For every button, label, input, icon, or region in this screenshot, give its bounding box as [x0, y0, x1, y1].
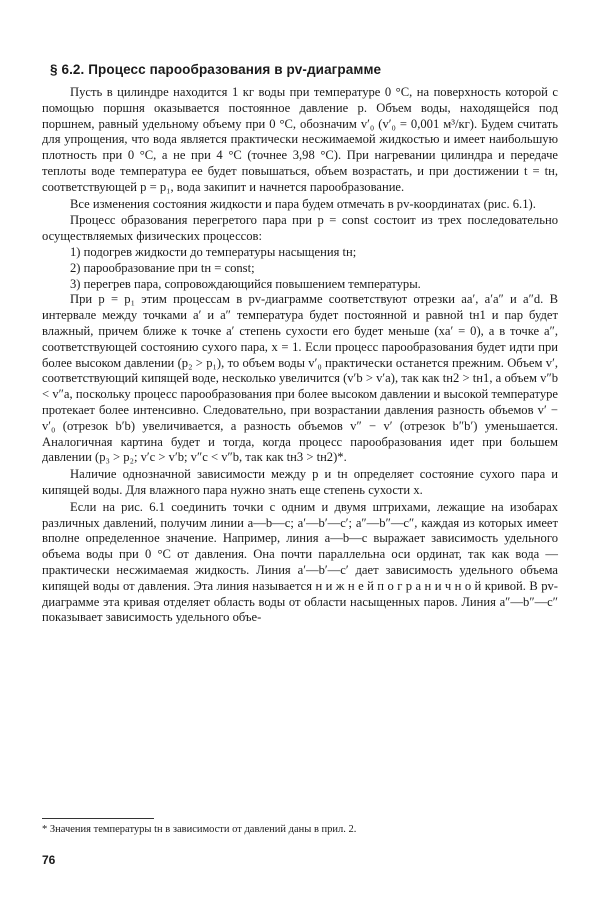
footnote-divider	[42, 818, 154, 819]
list-item: 2) парообразование при tн = const;	[70, 260, 255, 275]
list-item: 3) перегрев пара, сопровождающийся повышением температуры.	[70, 276, 421, 291]
section-heading: § 6.2. Процесс парообразования в pv-диаграмме	[50, 62, 382, 77]
paragraph: Процесс образования перегретого пара при p = const состоит из трех последовательно осуществляемых физических процессов:	[42, 213, 558, 244]
body-text	[42, 85, 558, 626]
list-item: 1) подогрев жидкости до температуры насыщения tн;	[70, 244, 357, 259]
paragraph: Если на рис. 6.1 соединить точки с одним и двумя штрихами, лежащие на изобарах различных давлений, получим линии a—b—c; a′—b′—c′; a″—b″—c″, каждая из которых имеет вполне определенное значение. Например, линия a—b—c выражает зависимость удельного объема воды при 0 °С от давления. Она почти параллельна оси ординат, так как вода — практически несжимаемая жидкость. Линия a′—b′—c′ дает зависимость удельного объема кипящей воды от давления. Эта линия называется н и ж н е й п о г р а н и ч н о й кривой. В pv-диаграмме эта кривая отделяет область воды от области насыщенных паров. Линия a″—b″—c″ показывает зависимость удельного объе-	[42, 499, 558, 625]
paragraph: Все изменения состояния жидкости и пара будем отмечать в pv-координатах (рис. 6.1).	[70, 196, 536, 211]
paragraph: Наличие однозначной зависимости между p и tн определяет состояние сухого пара и кипящей воды. Для влажного пара нужно знать еще степень сухости x.	[42, 467, 558, 497]
paragraph: Пусть в цилиндре находится 1 кг воды при температуре 0 °С, на поверхность которой с помощью поршня оказывается постоянное давление p. Объем воды, находящейся под поршнем, равный удельному объему при 0 °С, обозначим v′₀ (v′₀ = 0,001 м³/кг). Будем считать для упрощения, что вода является практически несжимаемой жидкостью и имеет наибольшую плотность при 0 °С, а не при 4 °С (точнее 3,98 °С). При нагревании цилиндра и передаче теплоты воде температура ее будет повышаться, объем возрастать, и при достижении t = tн, соответствующей p = p₁, вода закипит и начнется парообразование.	[42, 85, 558, 194]
footnote: * Значения температуры tн в зависимости от давлений даны в прил. 2.	[42, 824, 357, 835]
paragraph: При p = p₁ этим процессам в pv-диаграмме соответствуют отрезки aa′, a′a″ и a″d. В интервале между точками a′ и a″ температура будет постоянной и равной tн1 и пар будет влажный, причем ближе к точке a′ степень сухости его будет меньше (xa′ = 0), а в точке a″, соответствующей состоянию сухого пара, x = 1. Если процесс парообразования будет идти при более высоком давлении (p₂ > p₁), то объем воды v′₀ практически останется прежним. Объем v′, соответствующий кипящей воде, несколько увеличится (v′b > v′a), так как tн2 > tн1, а объем v″b < v″a, поскольку процесс парообразования при более высоком давлении и высокой температуре протекает более интенсивно. Следовательно, при возрастании давления разность объемов v′ − v′₀ (отрезок b′b) увеличивается, а разность объемов v″ − v′ (отрезок b″b′) уменьшается. Аналогичная картина будет и тогда, когда процесс парообразования идет при большем давлении (p₃ > p₂; v′c > v′b; v″c < v″b, так как tн3 > tн2)*.	[42, 292, 558, 465]
page-number: 76	[42, 853, 56, 867]
document-page	[42, 62, 558, 626]
